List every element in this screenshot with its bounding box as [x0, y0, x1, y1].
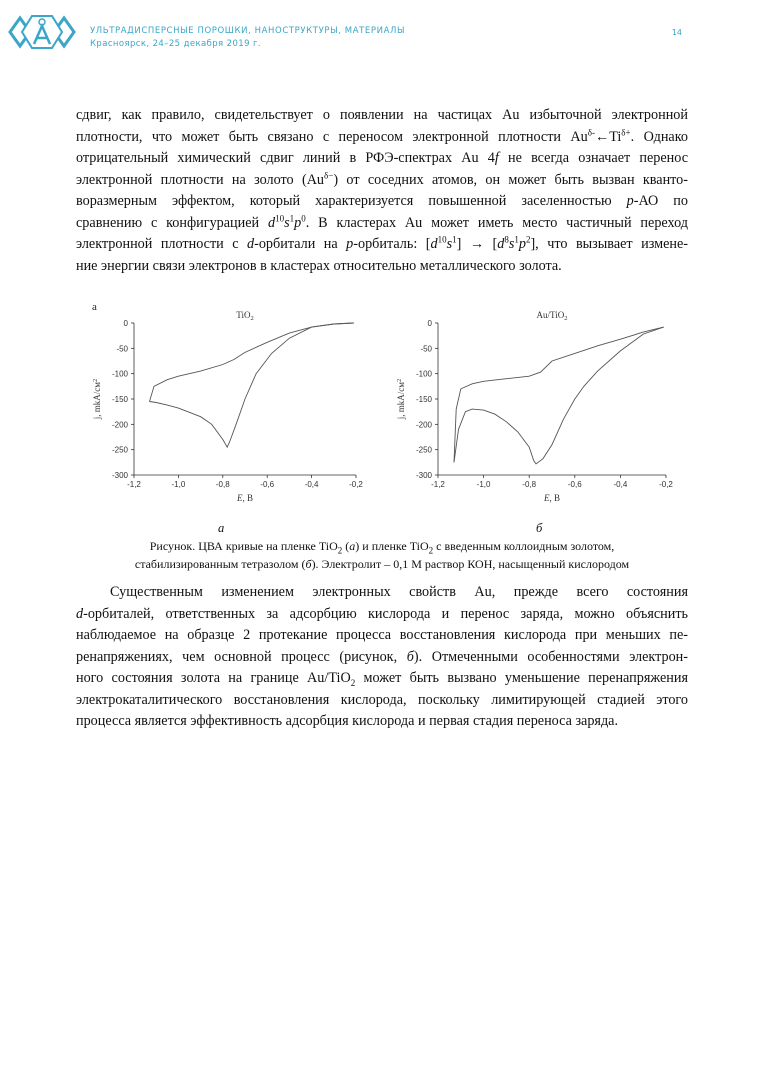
chart-panel-a [92, 301, 363, 503]
chart-panel-b [396, 310, 673, 503]
y-tick-label: -50 [116, 344, 128, 354]
x-tick-label: -0,4 [613, 480, 628, 489]
cv-series-line [454, 327, 664, 462]
figure-caption [76, 537, 688, 573]
caption-line-2: стабилизированным тетразолом (б). Электролит – 0,1 М раствор КОН, насыщенный кислородом [134, 557, 630, 571]
chart-title: TiO$_2$ [236, 310, 254, 322]
y-tick-label: -250 [415, 445, 432, 455]
x-tick-label: -1,2 [431, 480, 445, 489]
x-axis-label [236, 493, 253, 503]
y-tick-label: -250 [111, 445, 128, 455]
text-line: процесса является эффективность адсорбция кислорода и первая стадия переноса заряда. [76, 713, 619, 729]
y-axis-label-text: j, mkA/см [92, 382, 102, 420]
subfigure-label-b: б [536, 521, 543, 535]
paragraph-1 [76, 105, 688, 277]
text-line: плотности, что может быть связано с переносом электронной плотности $Au^{\delta-}\leftarrow Ti^{\delta+}$. Однако [76, 126, 688, 145]
y-tick-label: -100 [415, 369, 432, 379]
y-axis-label-superscript: 2 [396, 378, 403, 383]
y-axis-label-superscript: 2 [92, 378, 99, 383]
text-line: электронной плотности на золото $(Au^{\delta-})$ от соседних атомов, он может быть вызван кванто- [76, 169, 688, 188]
x-axis-label-symbol: E [236, 493, 243, 503]
cv-series-line [150, 323, 354, 402]
y-tick-label: -300 [111, 471, 128, 480]
x-tick-label: -0,8 [215, 480, 230, 489]
x-tick-label: -0,8 [522, 480, 537, 489]
cv-series-line [454, 327, 664, 464]
x-tick-label: -0,6 [567, 480, 582, 489]
paragraph-2 [76, 582, 688, 733]
y-axis-label-text: j, mkA/см [396, 382, 406, 420]
panel-label: a [92, 301, 97, 313]
chart-title-subscript: 2 [564, 315, 568, 322]
y-tick-label: -100 [111, 369, 128, 379]
x-tick-label: -0,4 [304, 480, 319, 489]
chart-title: Au/TiO$_2$ [536, 310, 568, 322]
x-tick-label: -1,0 [476, 480, 491, 489]
conference-logo-icon [6, 12, 78, 52]
text-line: наблюдаемое на образце 2 протекание процесса восстановления кислорода при меньших пе- [76, 627, 688, 643]
text-line: ние энергии связи электронов в кластерах относительно металлического золота. [76, 257, 562, 274]
page-number: 14 [671, 28, 682, 37]
cv-figure [88, 298, 688, 538]
x-axis-label-unit: , В [549, 493, 561, 503]
caption-line-1: Рисунок. ЦВА кривые на пленке TiO$_2$ (а) и пленке TiO$_2$ с введенным коллоидным золотом, [149, 539, 615, 556]
x-tick-label: -1,2 [127, 480, 141, 489]
text-line: ренапряжениях, чем основной процесс (рисунок, б). Отмеченными особенностями электрон- [76, 648, 688, 665]
cv-series-line [150, 323, 354, 447]
text-line: воразмерным эффектом, который характеризуется повышенной заселенностью p-АО по [76, 193, 688, 209]
text-line: Существенным изменением электронных свойств Au, прежде всего состояния [110, 584, 688, 600]
y-tick-label: 0 [123, 319, 128, 328]
x-tick-label: -0,6 [260, 480, 275, 489]
text-line: электрокаталитического восстановления кислорода, поскольку лимитирующей стадией этого [76, 691, 688, 708]
x-tick-label: -0,2 [349, 480, 363, 489]
page-header [0, 0, 764, 60]
text-line: сравнению с конфигурацией $d^{10}s^1p^0$. В кластерах Au может иметь место частичный переход [76, 212, 688, 231]
x-tick-label: -1,0 [171, 480, 186, 489]
y-tick-label: -200 [415, 420, 432, 430]
y-axis-label [396, 379, 406, 420]
y-axis-label [92, 379, 102, 420]
subfigure-label-a: а [218, 521, 225, 535]
header-subtitle: Красноярск, 24–25 декабря 2019 г. [90, 39, 261, 49]
text-line: ного состояния золота на границе Au/TiO$_2$ может быть вызвано уменьшение перенапряжения [76, 670, 688, 688]
y-tick-label: -300 [415, 471, 432, 480]
text-line: сдвиг, как правило, свидетельствует о появлении на частицах Au избыточной электронной [76, 107, 688, 123]
text-line: отрицательный химический сдвиг линий в РФЭ-спектрах Au 4f не всегда означает перенос [76, 150, 689, 166]
chart-title-subscript: 2 [250, 315, 254, 322]
y-tick-label: -150 [415, 395, 432, 404]
y-tick-label: 0 [427, 319, 432, 328]
y-tick-label: -200 [111, 420, 128, 430]
x-axis-label-symbol: E [543, 493, 550, 503]
x-tick-label: -0,2 [659, 480, 673, 489]
header-title: УЛЬТРАДИСПЕРСНЫЕ ПОРОШКИ, НАНОСТРУКТУРЫ, МАТЕРИАЛЫ [90, 26, 406, 36]
y-tick-label: -150 [111, 395, 128, 404]
x-axis-label [543, 493, 560, 503]
text-line: электронной плотности с d-орбитали на p-орбиталь: $[d^{10}s^1] \to [d^8s^1p^2]$, что вызывает измене- [76, 234, 688, 252]
x-axis-label-unit: , В [242, 493, 254, 503]
text-line: d-орбиталей, ответственных за адсорбцию кислорода и перенос заряда, можно объяснить [76, 605, 688, 622]
y-tick-label: -50 [420, 344, 432, 354]
